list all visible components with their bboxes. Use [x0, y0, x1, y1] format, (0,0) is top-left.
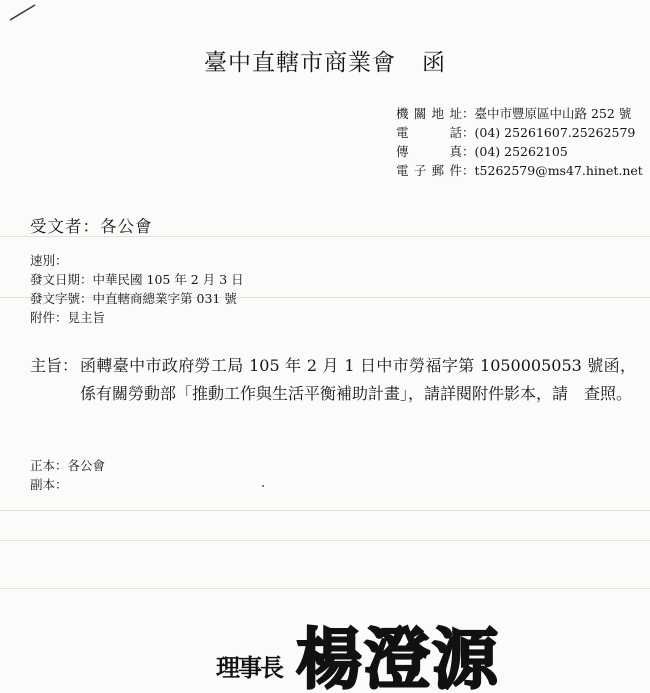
- subject-label: 主旨：: [30, 356, 79, 375]
- document-meta: [30, 251, 244, 327]
- scan-band: [0, 540, 650, 541]
- recipient-line: 受文者：各公會: [30, 217, 153, 236]
- copy-cc: 副本：: [30, 477, 68, 492]
- pen-stroke-mark: [8, 2, 38, 22]
- meta-attachment: 附件：見主旨: [30, 310, 106, 325]
- distribution-list: [30, 456, 105, 494]
- svg-text:楊澄源: 楊澄源: [296, 620, 500, 690]
- contact-phone: 電 話：(04) 25261607.25262579: [396, 125, 636, 140]
- subject-paragraph: [30, 352, 636, 408]
- copy-original: 正本：各公會: [30, 458, 106, 473]
- ink-speck: [262, 485, 264, 487]
- chairman-signature-stamp: [214, 604, 504, 690]
- contact-email: 電子郵件：t5262579@ms47.hinet.net: [396, 163, 643, 178]
- meta-date: 發文日期：中華民國 105 年 2 月 3 日: [30, 272, 244, 287]
- meta-speed: 速別：: [30, 253, 68, 268]
- contact-address: 機關地址：臺中市豐原區中山路 252 號: [396, 106, 632, 121]
- contact-info: [396, 104, 643, 180]
- contact-fax: 傳 真：(04) 25262105: [396, 144, 568, 159]
- subject-text: 函轉臺中市政府勞工局 105 年 2 月 1 日中市勞福字第 1050005053 號函，係有關勞動部「推動工作與生活平衡補助計畫」，請詳閱附件影本，請 查照。: [80, 356, 636, 403]
- svg-text:理事長: 理事長: [216, 653, 282, 682]
- meta-number: 發文字號：中直轄商總業字第 031 號: [30, 291, 237, 306]
- scan-band: [0, 588, 650, 589]
- scan-band: [0, 510, 650, 511]
- letterhead-title: 臺中直轄市商業會 函: [204, 50, 446, 76]
